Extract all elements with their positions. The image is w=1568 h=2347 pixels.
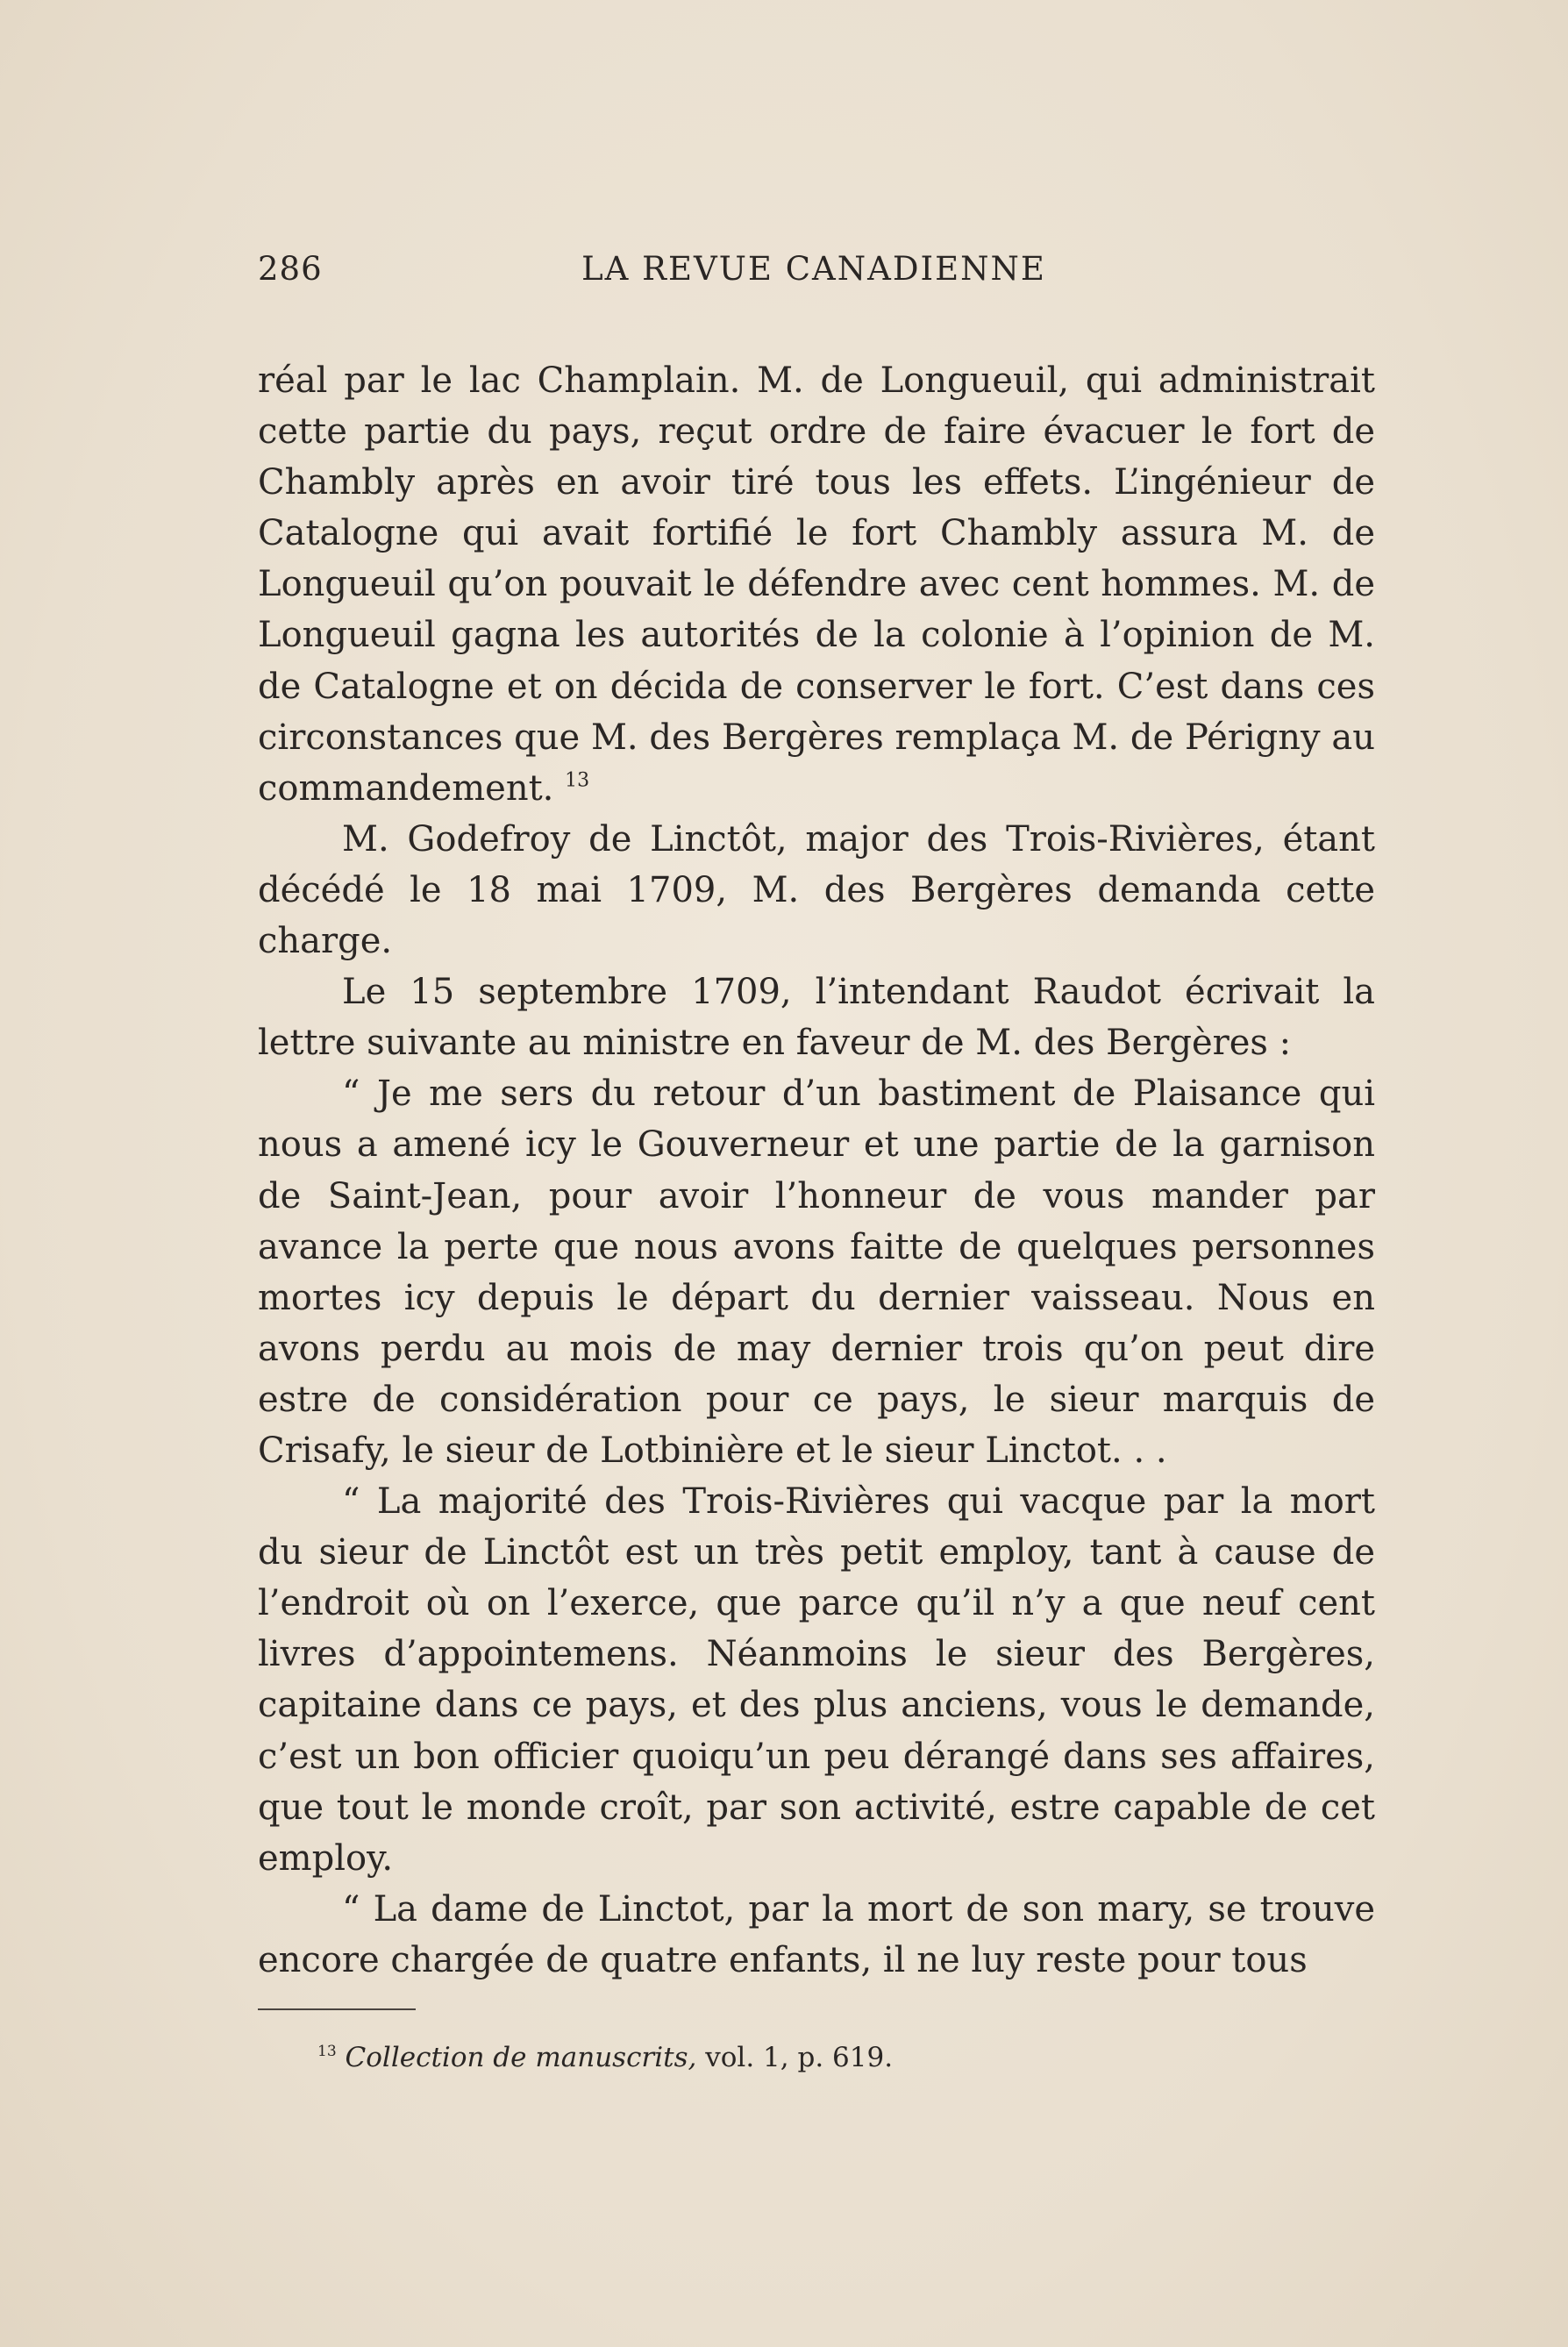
quoted-paragraph: “ La dame de Linctot, par la mort de son mary, se trouve encore chargée de quatre enfants, il ne luy reste pour tous (258, 1888, 1375, 1980)
body-text (258, 355, 1375, 1986)
quoted-paragraph: “ La majorité des Trois-Rivières qui vacque par la mort du sieur de Linctôt est un très petit employ, tant à cause de l’endroit où on l’exerce, que parce qu’il n’y a que neuf cent livres d’appointemens. Néanmoins le sieur des Bergères, capitaine dans ce pays, et des plus anciens, vous le demande, c’est un bon officier quoiqu’un peu dérangé dans ses affaires, que tout le monde croît, par son activité, estre capable de cet employ. (258, 1481, 1375, 1879)
paragraph: M. Godefroy de Linctôt, major des Trois-Rivières, étant décédé le 18 mai 1709, M. des Bergères demanda cette charge. (258, 818, 1375, 962)
running-head (258, 247, 1370, 291)
footnote-reference: 13 (565, 769, 590, 792)
footnote-marker: 13 (317, 2043, 337, 2061)
footnote-title: Collection de manuscrits, (345, 2042, 697, 2073)
paragraph (258, 355, 1375, 814)
paragraph-text: réal par le lac Champlain. M. de Longueuil, qui administrait cette partie du pays, reçut ordre de faire évacuer le fort de Chambly après en avoir tiré tous les effets. L’ingénieur de Catalogne qui avait fortifié le fort Chambly assura M. de Longueuil qu’on pouvait le défendre avec cent hommes. M. de Longueuil gagna les autorités de la colonie à l’opinion de M. de Catalogne et on décida de conserver le fort. C’est dans ces circonstances que M. des Bergères remplaça M. de Périgny au commandement. (258, 360, 1375, 809)
page-number: 286 (258, 250, 323, 288)
footnote (317, 2038, 1326, 2077)
journal-title: LA REVUE CANADIENNE (581, 250, 1046, 288)
footnote-rule (258, 2008, 416, 2010)
paragraph: Le 15 septembre 1709, l’intendant Raudot écrivait la lettre suivante au ministre en faveur de M. des Bergères : (258, 972, 1375, 1064)
footnote-reference-text: vol. 1, p. 619. (705, 2042, 894, 2073)
quoted-paragraph: “ Je me sers du retour d’un bastiment de Plaisance qui nous a amené icy le Gouverneur et une partie de la garnison de Saint-Jean, pour avoir l’honneur de vous mander par avance la perte que nous avons faitte de quelques personnes mortes icy depuis le départ du dernier vaisseau. Nous en avons perdu au mois de may dernier trois qu’on peut dire estre de considération pour ce pays, le sieur marquis de Crisafy, le sieur de Lotbinière et le sieur Linctot. . . (258, 1074, 1375, 1471)
